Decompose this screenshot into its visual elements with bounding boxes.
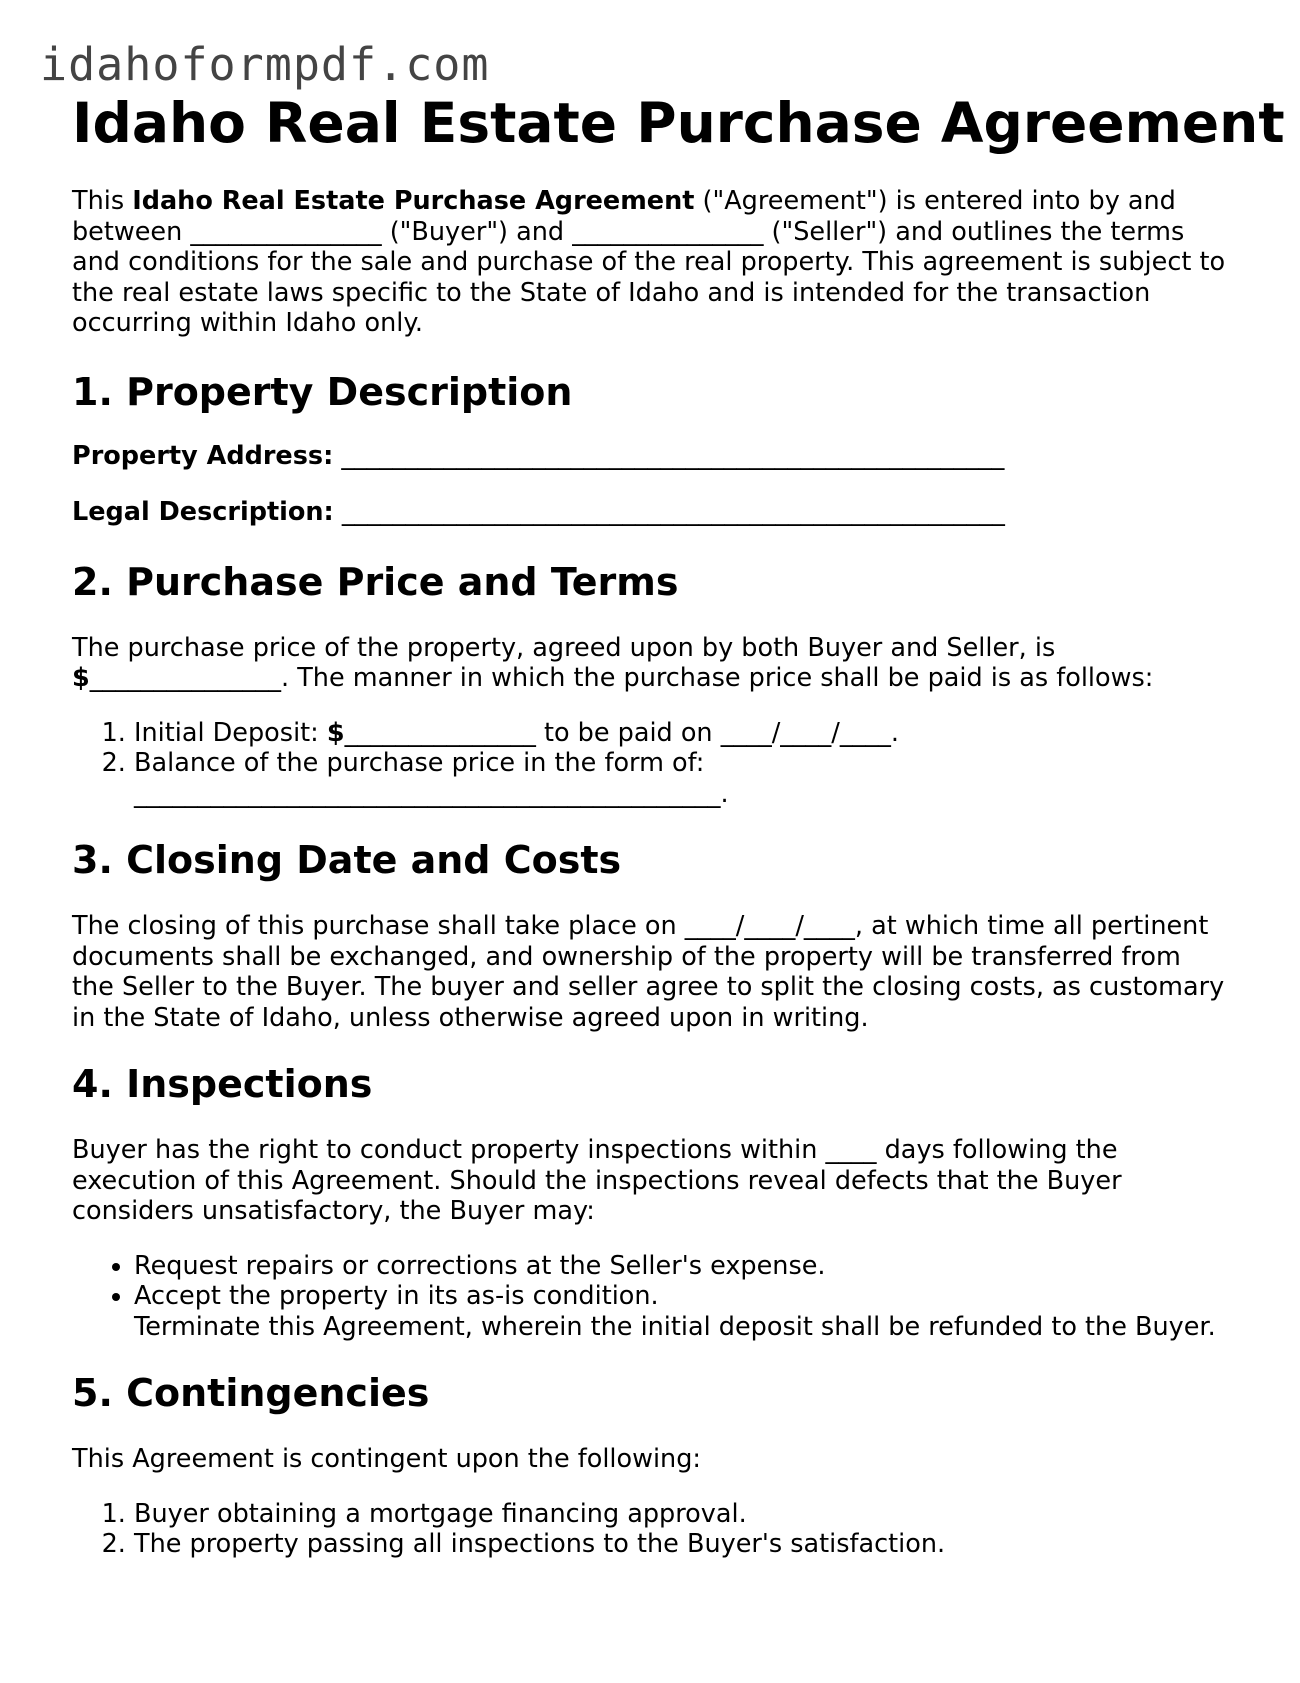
property-address-row	[72, 441, 1242, 471]
legal-description-label: Legal Description:	[72, 496, 334, 527]
legal-description-row	[72, 497, 1242, 527]
intro-paragraph	[72, 186, 1242, 339]
intro-line-4: the real estate laws specific to the State of Idaho and is intended for the transaction	[72, 277, 1151, 308]
section-3-heading: 3. Closing Date and Costs	[72, 838, 622, 882]
section-4-heading: 4. Inspections	[72, 1062, 373, 1106]
contingencies-list	[72, 1499, 1242, 1560]
inspections-paragraph: Buyer has the right to conduct property inspections within ____ days following the execution of this Agreement. Should the inspections reveal defects that the Buyer considers unsatisfactory, the Buyer may:	[72, 1135, 1122, 1226]
purchase-price-line-1: The purchase price of the property, agreed upon by both Buyer and Seller, is	[72, 632, 1056, 663]
inspection-options-list	[72, 1251, 1242, 1343]
intro-line-5: occurring within Idaho only.	[72, 308, 423, 338]
balance-form-blank[interactable]: ______________________________________________.	[134, 778, 729, 809]
list-item: • Accept the property in its as-is condition. Terminate this Agreement, wherein the initial deposit shall be refunded to the Buyer.	[134, 1281, 1242, 1342]
document-page	[72, 88, 1285, 1560]
section-1-heading: 1. Property Description	[72, 369, 573, 414]
list-item: 1. Initial Deposit: $_______________ to be paid on ____/____/____.	[134, 718, 1242, 749]
list-item: • Request repairs or corrections at the Seller's expense.	[134, 1251, 1242, 1282]
list-item: 2. Balance of the purchase price in the form of: ______________________________________________.	[134, 748, 1242, 809]
list-item: 2. The property passing all inspections to the Buyer's satisfaction.	[134, 1529, 1242, 1560]
contingencies-paragraph: This Agreement is contingent upon the following:	[72, 1444, 701, 1474]
section-5-heading: 5. Contingencies	[72, 1371, 430, 1415]
property-address-label: Property Address:	[72, 440, 334, 471]
purchase-price-line-2: $_______________. The manner in which the purchase price shall be paid is as follows:	[72, 663, 1154, 693]
watermark: idahoformpdf.com	[40, 38, 490, 91]
purchase-price-paragraph	[72, 633, 1242, 694]
section-2-heading: 2. Purchase Price and Terms	[72, 559, 679, 604]
intro-line-3: and conditions for the sale and purchase of the real property. This agreement is subject to	[72, 247, 1226, 277]
intro-bold-title: Idaho Real Estate Purchase Agreement	[132, 186, 695, 216]
list-item: 1. Buyer obtaining a mortgage financing approval.	[134, 1499, 1242, 1530]
legal-description-blank[interactable]: ____________________________________________________	[333, 496, 1005, 527]
intro-line-2: between _______________ ("Buyer") and _______________ ("Seller") and outlines the terms	[72, 216, 1185, 247]
property-address-blank[interactable]: ____________________________________________________	[333, 440, 1005, 471]
closing-paragraph: The closing of this purchase shall take place on ____/____/____, at which time all pertinent documents shall be exchanged, and ownership of the property will be transferred from the Seller to the Buyer. The buyer and seller agree to split the closing costs, as customary in the State of Idaho, unless otherwise agreed upon in writing.	[72, 911, 1225, 1033]
document-title: Idaho Real Estate Purchase Agreement	[72, 91, 1285, 155]
intro-line-1: This Idaho Real Estate Purchase Agreement ("Agreement") is entered into by and	[72, 186, 1176, 216]
payment-terms-list	[72, 718, 1242, 810]
